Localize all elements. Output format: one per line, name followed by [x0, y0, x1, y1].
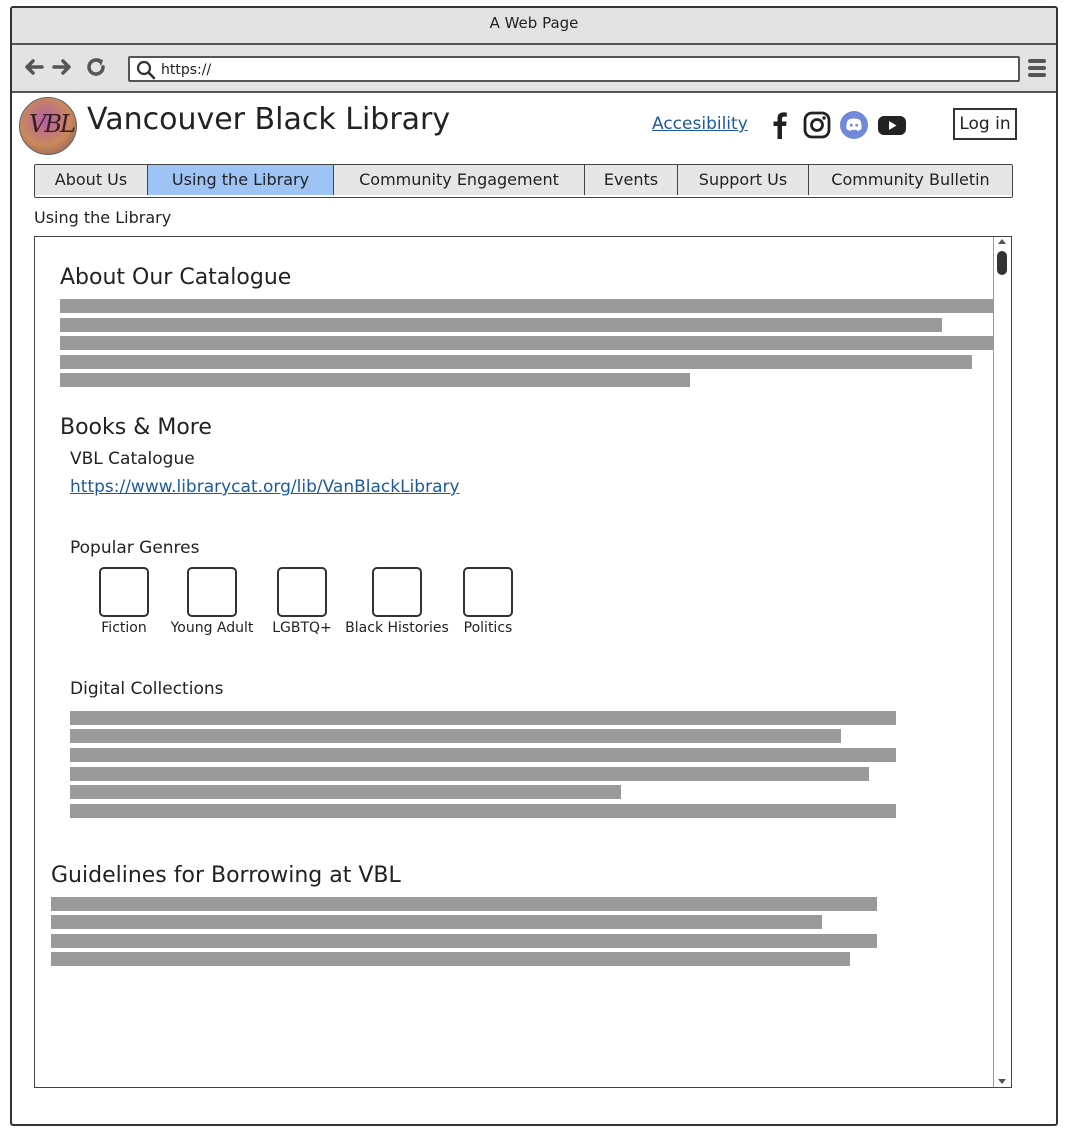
tab-community-engagement[interactable]: Community Engagement: [334, 165, 585, 195]
accessibility-link[interactable]: Accesibility: [652, 114, 748, 134]
vertical-scrollbar[interactable]: [993, 237, 1011, 1087]
logo-text: VBL: [29, 110, 74, 138]
discord-icon[interactable]: [839, 110, 869, 140]
search-icon: [136, 60, 156, 80]
window-title: A Web Page: [12, 8, 1056, 45]
scroll-thumb[interactable]: [997, 251, 1007, 275]
text-placeholder: [70, 767, 869, 781]
genre-label: Fiction: [101, 620, 147, 636]
text-placeholder: [60, 318, 942, 332]
genre-label: Young Adult: [170, 620, 254, 636]
forward-arrow-icon[interactable]: [50, 55, 74, 79]
text-placeholder: [70, 804, 896, 818]
digital-collections-heading: Digital Collections: [70, 679, 224, 699]
text-placeholder: [70, 785, 621, 799]
genre-image: [372, 567, 422, 617]
text-placeholder: [60, 299, 1004, 313]
site-title: Vancouver Black Library: [87, 102, 451, 137]
genre-label: LGBTQ+: [272, 620, 332, 636]
text-placeholder: [70, 729, 841, 743]
genre-young-adult[interactable]: [169, 567, 255, 636]
back-arrow-icon[interactable]: [22, 55, 46, 79]
text-placeholder: [70, 748, 896, 762]
youtube-icon[interactable]: [877, 110, 907, 140]
catalogue-heading: About Our Catalogue: [60, 265, 292, 290]
books-heading: Books & More: [60, 415, 212, 440]
genre-lgbtq[interactable]: [269, 567, 335, 636]
login-button[interactable]: Log in: [953, 108, 1017, 140]
tab-using-the-library[interactable]: Using the Library: [148, 165, 334, 195]
genre-label: Politics: [463, 620, 513, 636]
instagram-icon[interactable]: [802, 110, 832, 140]
catalogue-link[interactable]: https://www.librarycat.org/lib/VanBlackLibrary: [70, 477, 460, 497]
scroll-up-arrow-icon[interactable]: [998, 239, 1006, 244]
text-placeholder: [70, 711, 896, 725]
genre-image: [463, 567, 513, 617]
tab-community-bulletin[interactable]: Community Bulletin: [809, 165, 1012, 195]
vbl-catalogue-label: VBL Catalogue: [70, 449, 195, 469]
scroll-down-arrow-icon[interactable]: [998, 1079, 1006, 1084]
genre-black-histories[interactable]: [344, 567, 450, 636]
genre-fiction[interactable]: [97, 567, 151, 636]
main-nav: [34, 164, 1013, 198]
tab-events[interactable]: Events: [585, 165, 678, 195]
site-logo[interactable]: [19, 97, 77, 155]
genre-label: Black Histories: [345, 620, 449, 636]
breadcrumb: Using the Library: [34, 208, 172, 227]
text-placeholder: [51, 934, 877, 948]
address-bar[interactable]: [128, 56, 1020, 82]
facebook-icon[interactable]: [765, 110, 795, 140]
text-placeholder: [60, 373, 690, 387]
genre-image: [187, 567, 237, 617]
reload-icon[interactable]: [84, 55, 108, 79]
genre-image: [277, 567, 327, 617]
genres-heading: Popular Genres: [70, 538, 200, 558]
genre-politics[interactable]: [458, 567, 518, 636]
tab-about-us[interactable]: About Us: [35, 165, 148, 195]
text-placeholder: [51, 897, 877, 911]
tab-support-us[interactable]: Support Us: [678, 165, 809, 195]
guidelines-heading: Guidelines for Borrowing at VBL: [51, 863, 401, 888]
text-placeholder: [51, 915, 822, 929]
url-text: https://: [161, 62, 212, 78]
text-placeholder: [51, 952, 850, 966]
text-placeholder: [60, 355, 972, 369]
text-placeholder: [60, 336, 1004, 350]
browser-toolbar: [12, 45, 1056, 93]
genre-image: [99, 567, 149, 617]
menu-icon[interactable]: [1028, 59, 1046, 79]
content-panel: [34, 236, 1012, 1088]
